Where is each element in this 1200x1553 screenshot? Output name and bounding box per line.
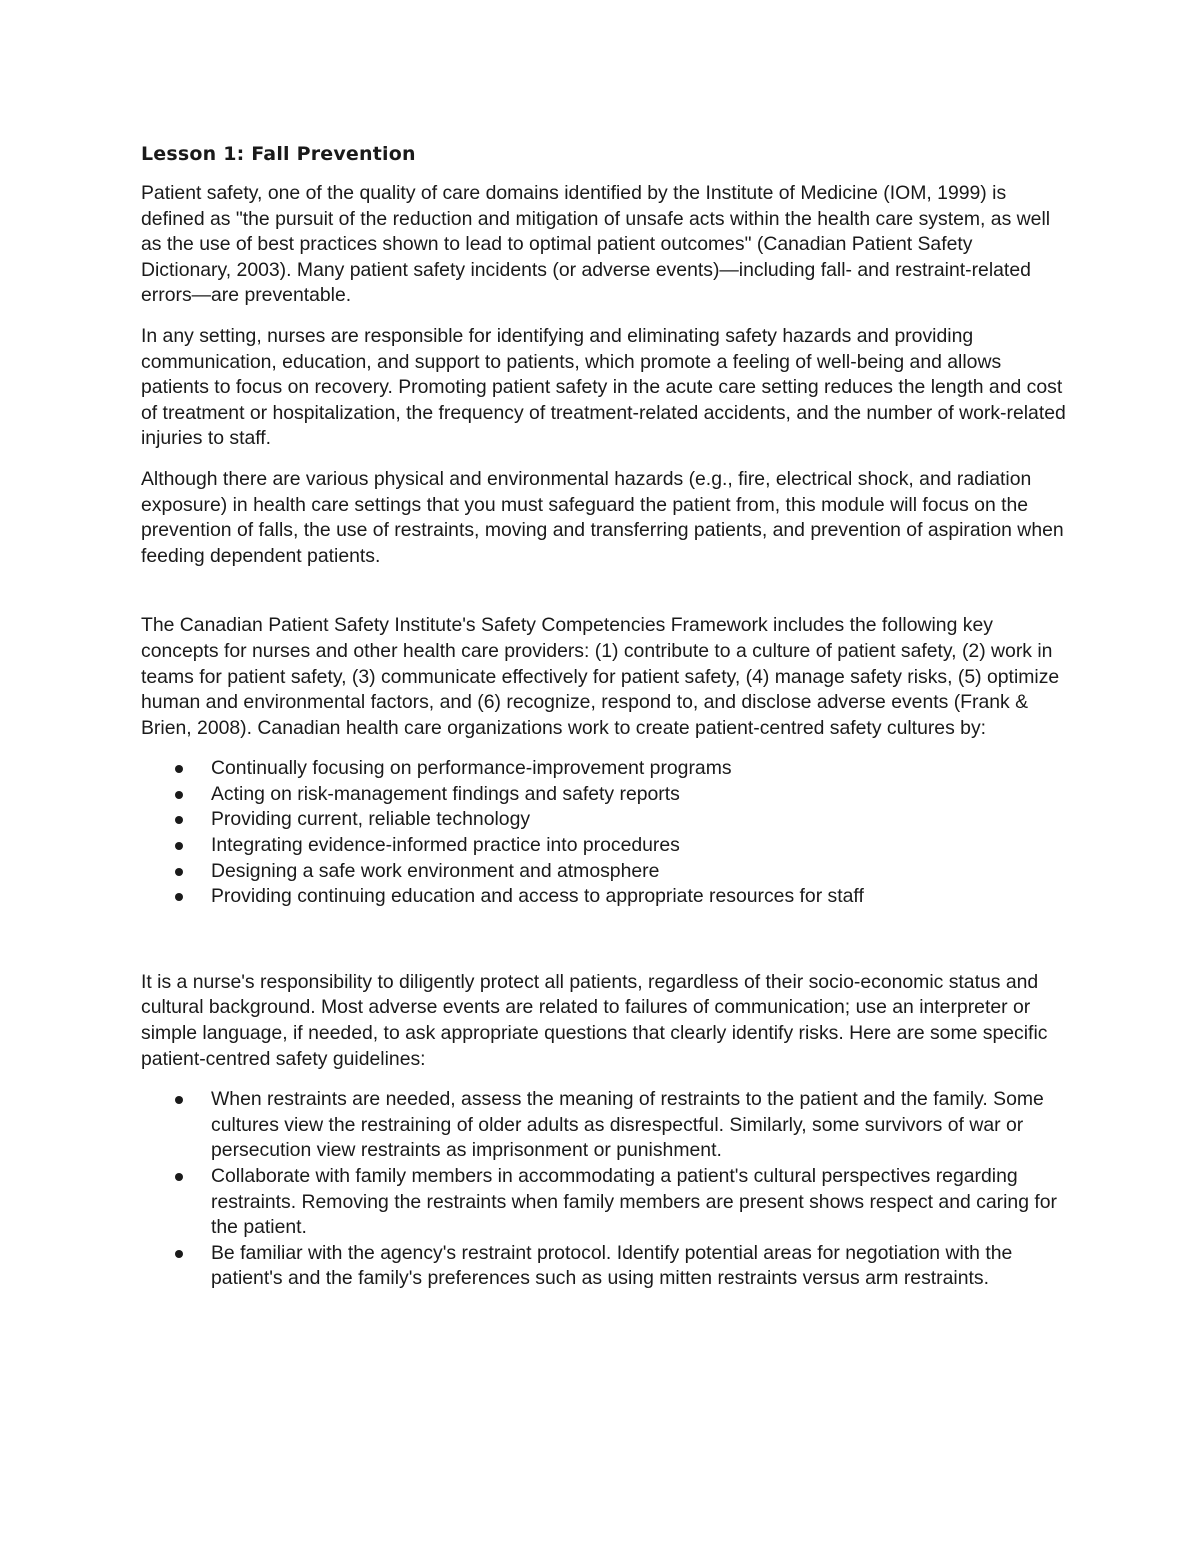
- list-item-text: Be familiar with the agency's restraint protocol. Identify potential areas for negotiation with the patient's and the family's preferences such as using mitten restraints versus arm restraints.: [211, 1241, 1013, 1290]
- list-item: [141, 884, 1066, 910]
- list-item: [141, 1087, 1066, 1164]
- list-item-text: When restraints are needed, assess the meaning of restraints to the patient and the family. Some cultures view the restraining of older adults as disrespectful. Similarly, some survivors of war or persecution view restraints as imprisonment or punishment.: [211, 1088, 1044, 1162]
- bullet-icon: [175, 868, 183, 876]
- bullet-icon: [175, 893, 183, 901]
- framework-paragraph: The Canadian Patient Safety Institute's Safety Competencies Framework includes the following key concepts for nurses and other health care providers: (1) contribute to a culture of patient safety, (2) work in teams for patient safety, (3) communicate effectively for patient safety, (4) manage safety risks, (5) optimize human and environmental factors, and (6) recognize, respond to, and disclose adverse events (Frank & Brien, 2008). Canadian health care organizations work to create patient-centred safety cultures by:: [141, 614, 1060, 739]
- safety-culture-list: [141, 756, 1066, 910]
- list-item: [141, 782, 1066, 808]
- list-item: [141, 1241, 1066, 1292]
- list-item-text: Integrating evidence-informed practice into procedures: [211, 834, 680, 857]
- list-item-text: Providing current, reliable technology: [211, 808, 531, 831]
- bullet-icon: [175, 765, 183, 773]
- intro-paragraph-2: In any setting, nurses are responsible for identifying and eliminating safety hazards and providing communication, education, and support to patients, which promote a feeling of well-being and allows patients to focus on recovery. Promoting patient safety in the acute care setting reduces the length and cost of treatment or hospitalization, the frequency of treatment-related accidents, and the number of work-related injuries to staff.: [141, 324, 1066, 450]
- bullet-icon: [175, 1173, 183, 1181]
- bullet-icon: [175, 791, 183, 799]
- list-item-text: Designing a safe work environment and atmosphere: [211, 859, 660, 882]
- intro-paragraph-3: Although there are various physical and environmental hazards (e.g., fire, electrical shock, and radiation exposure) in health care settings that you must safeguard the patient from, this module will focus on the prevention of falls, the use of restraints, moving and transferring patients, and prevention of aspiration when feeding dependent patients.: [141, 467, 1064, 567]
- list-item-text: Acting on risk-management findings and safety reports: [211, 782, 680, 805]
- list-item: [141, 859, 1066, 885]
- list-item-text: Collaborate with family members in accommodating a patient's cultural perspectives regarding restraints. Removing the restraints when family members are present shows respect and caring for the patient.: [211, 1165, 1058, 1239]
- document-page: [141, 140, 1066, 1307]
- list-item: [141, 756, 1066, 782]
- bullet-icon: [175, 1096, 183, 1104]
- guidelines-list: [141, 1087, 1066, 1292]
- bullet-icon: [175, 842, 183, 850]
- list-item: [141, 1164, 1066, 1241]
- bullet-icon: [175, 816, 183, 824]
- bullet-icon: [175, 1250, 183, 1258]
- list-item: [141, 807, 1066, 833]
- list-item-text: Providing continuing education and access to appropriate resources for staff: [211, 885, 864, 908]
- lesson-title: Lesson 1: Fall Prevention: [141, 143, 416, 165]
- list-item-text: Continually focusing on performance-improvement programs: [211, 757, 732, 780]
- list-item: [141, 833, 1066, 859]
- responsibility-paragraph: It is a nurse's responsibility to diligently protect all patients, regardless of their socio-economic status and cultural background. Most adverse events are related to failures of communication; use an interpreter or simple language, if needed, to ask appropriate questions that clearly identify risks. Here are some specific patient-centred safety guidelines:: [141, 970, 1048, 1070]
- intro-paragraph-1: Patient safety, one of the quality of care domains identified by the Institute of Medicine (IOM, 1999) is defined as "the pursuit of the reduction and mitigation of unsafe acts within the health care system, as well as the use of best practices shown to lead to optimal patient outcomes" (Canadian Patient Safety Dictionary, 2003). Many patient safety incidents (or adverse events)—including fall- and restraint-related errors—are preventable.: [141, 182, 1051, 307]
